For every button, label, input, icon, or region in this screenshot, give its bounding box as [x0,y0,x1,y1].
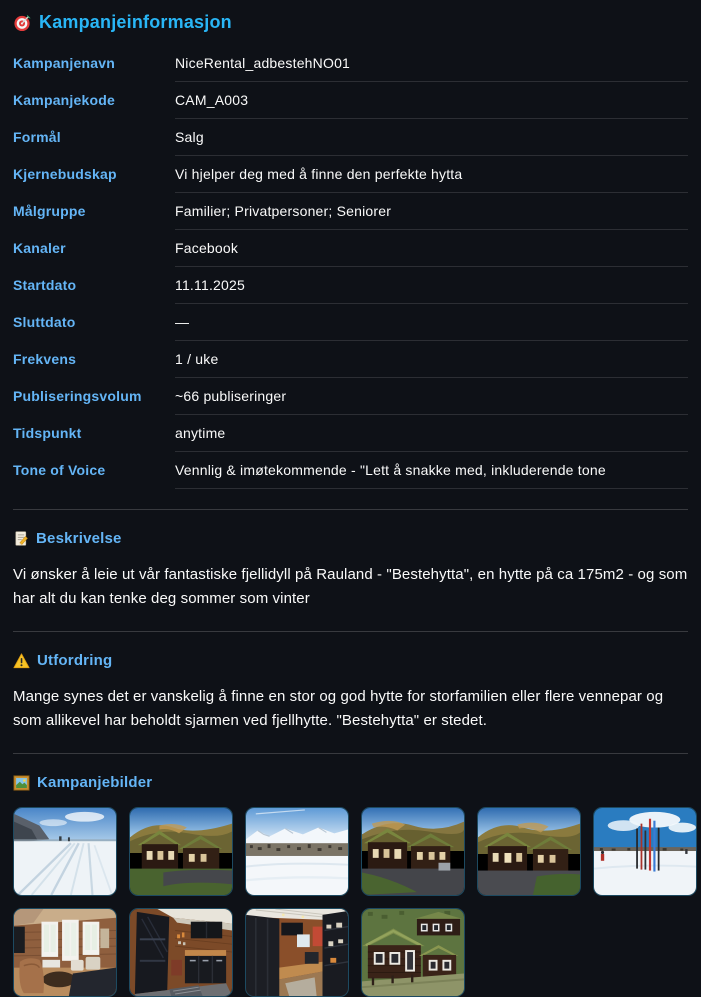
campaign-image-snowy-mountain-vista[interactable] [245,807,349,896]
field-value: NiceRental_adbestehNO01 [175,45,688,82]
challenge-heading-text: Utfordring [37,652,113,669]
images-heading [13,774,688,791]
field-label: Frekvens [13,351,77,367]
description-heading [13,530,688,547]
section-divider [13,753,688,754]
campaign-image-cabin-kitchen-hallway[interactable] [245,908,349,997]
row-tidspunkt [13,415,688,452]
campaign-image-cabin-living-room[interactable] [13,908,117,997]
field-label: Publiseringsvolum [13,388,142,404]
description-heading-text: Beskrivelse [36,530,122,547]
field-label: Tone of Voice [13,462,106,478]
picture-icon [13,775,30,791]
field-label: Kanaler [13,240,66,256]
field-label: Formål [13,129,61,145]
page-title-text: Kampanjeinformasjon [39,12,232,32]
field-label: Kjernebudskap [13,166,117,182]
field-value: 11.11.2025 [175,267,688,304]
field-value: 1 / uke [175,341,688,378]
row-publiseringsvolum [13,378,688,415]
section-divider [13,631,688,632]
row-kampanjenavn [13,45,688,82]
field-label: Tidspunkt [13,425,82,441]
section-divider [13,509,688,510]
campaign-image-turf-roof-cabins-summer[interactable] [361,908,465,997]
field-value: Vennlig & imøtekommende - "Lett å snakke med, inkluderende tone [175,452,688,489]
row-frekvens [13,341,688,378]
field-value: — [175,304,688,341]
field-label: Kampanjenavn [13,55,115,71]
row-kampanjekode [13,82,688,119]
row-malgruppe [13,193,688,230]
campaign-info-table [13,45,688,489]
field-label: Sluttdato [13,314,76,330]
row-formal [13,119,688,156]
challenge-heading [13,652,688,669]
field-label: Kampanjekode [13,92,115,108]
row-tone-of-voice [13,452,688,489]
row-kanaler [13,230,688,267]
campaign-image-grid [13,807,688,997]
field-value: Vi hjelper deg med å finne den perfekte hytta [175,156,688,193]
memo-icon [13,530,29,547]
row-sluttdato [13,304,688,341]
field-value: Salg [175,119,688,156]
campaign-image-mountain-cabins-sunset[interactable] [129,807,233,896]
warning-icon [13,653,30,669]
row-kjernebudskap [13,156,688,193]
campaign-image-mountain-cabins-sunset-2[interactable] [361,807,465,896]
campaign-image-snowy-ski-track[interactable] [13,807,117,896]
field-value: ~66 publiseringer [175,378,688,415]
field-value: Facebook [175,230,688,267]
field-value: CAM_A003 [175,82,688,119]
page-title [13,12,688,33]
challenge-text: Mange synes det er vanskelig å finne en stor og god hytte for storfamilien eller flere vennepar og som allikevel har beholdt sjarmen ved fjellhytte. "Bestehytta" er stedet. [13,688,664,729]
field-label: Målgruppe [13,203,86,219]
description-text: Vi ønsker å leie ut vår fantastiske fjellidyll på Rauland - "Bestehytta", en hytte på ca 175m2 - og som har alt du kan tenke deg sommer som vinter [13,566,688,607]
campaign-image-cabin-kitchen-dark[interactable] [129,908,233,997]
campaign-image-skis-standing-in-snow[interactable] [593,807,697,896]
target-icon [13,13,32,32]
images-heading-text: Kampanjebilder [37,774,153,791]
field-label: Startdato [13,277,77,293]
field-value: Familier; Privatpersoner; Seniorer [175,193,688,230]
field-value: anytime [175,415,688,452]
campaign-image-mountain-cabins-sunset-3[interactable] [477,807,581,896]
row-startdato [13,267,688,304]
